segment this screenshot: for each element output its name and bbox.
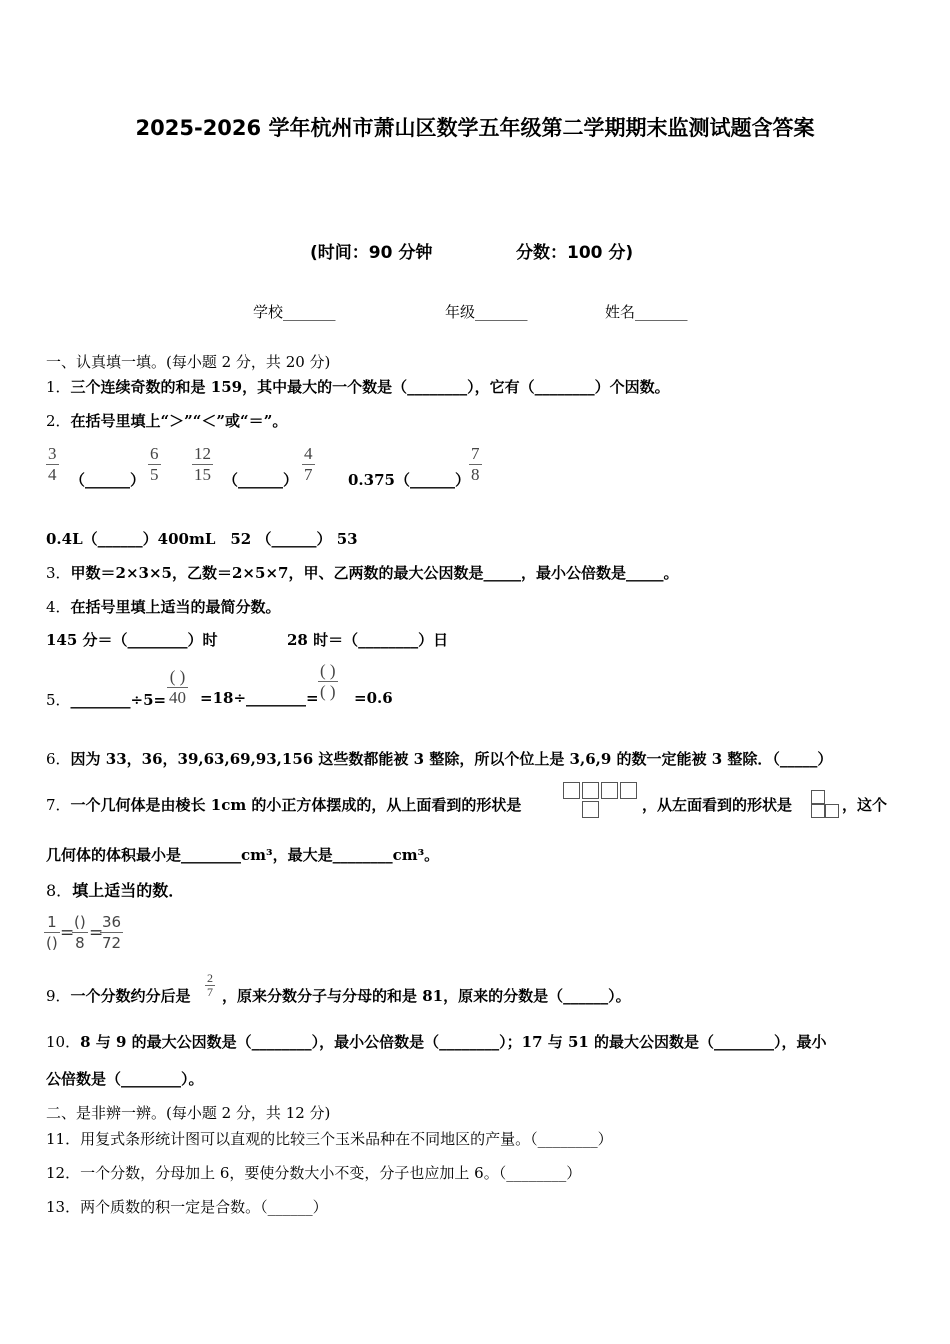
question-10 xyxy=(46,1031,827,1052)
fraction-4-7: $\frac{4}{7}$ xyxy=(304,444,313,484)
compare-blank: （______） xyxy=(223,471,299,489)
question-7-line-2: 几何体的体积最小是________cm³，最大是________cm³。 xyxy=(46,846,440,864)
fraction-2-7: $\frac{2}{7}$ xyxy=(207,971,213,999)
question-number: 1． xyxy=(46,378,71,396)
question-text: 因为 33，36，39,63,69,93,156 这些数都能被 3 整除，所以个位上是 3,6,9 的数一定能被 3 整除．（_____） xyxy=(70,750,833,768)
fraction-36-72: $\frac{36}{72}$ xyxy=(102,913,122,952)
question-number: 13． xyxy=(46,1198,81,1216)
question-number: 10． xyxy=(46,1033,81,1051)
question-text: 两个质数的积一定是合数。（______） xyxy=(80,1198,328,1216)
name-field: 姓名_______ xyxy=(605,303,688,321)
question-13 xyxy=(46,1196,328,1217)
fraction-blank-blank: ( ) ( ) xyxy=(320,661,336,701)
equals-sign: = xyxy=(60,923,75,943)
fraction-blank-8: () 8 xyxy=(74,913,86,952)
grade-field: 年级_______ xyxy=(445,303,528,321)
question-text: 在括号里填上“＞”“＜”或“＝”。 xyxy=(70,412,288,430)
question-7 xyxy=(46,794,521,815)
fraction-1-blank: 1 () xyxy=(46,913,58,952)
question-4b: 28 时＝（________）日 xyxy=(287,631,449,649)
question-number: 2． xyxy=(46,412,71,430)
question-2 xyxy=(46,410,287,431)
question-number: 11． xyxy=(46,1130,81,1148)
question-text: 三个连续奇数的和是 159，其中最大的一个数是（________），它有（________）个因数。 xyxy=(70,378,670,396)
question-text: 甲数＝2×3×5，乙数＝2×5×7，甲、乙两数的最大公因数是_____，最小公倍数是_____。 xyxy=(70,564,679,582)
fraction-7-8: $\frac{7}{8}$ xyxy=(471,444,480,484)
question-number: 12． xyxy=(46,1164,81,1182)
question-text: 填上适当的数． xyxy=(72,881,185,900)
question-3 xyxy=(46,562,678,583)
question-text: 用复式条形统计图可以直观的比较三个玉米品种在不同地区的产量。（________） xyxy=(80,1130,613,1148)
section-2-heading: 二、是非辨一辨。(每小题 2 分，共 12 分) xyxy=(46,1104,331,1122)
question-number: 7． xyxy=(46,796,71,814)
question-text: 一个几何体是由棱长 1cm 的小正方体摆成的，从上面看到的形状是 xyxy=(70,796,522,814)
compare-0375: 0.375（______） xyxy=(348,471,470,489)
question-12 xyxy=(46,1162,581,1183)
question-text: ，从左面看到的形状是 xyxy=(642,796,793,814)
page-title: 2025-2026 学年杭州市萧山区数学五年级第二学期期末监测试题含答案 xyxy=(135,116,815,140)
section-1-heading: 一、认真填一填。(每小题 2 分，共 20 分) xyxy=(46,353,331,371)
question-text: 8 与 9 的最大公因数是（________），最小公倍数是（________）；17 与 51 的最大公因数是（________），最小 xyxy=(80,1033,827,1051)
fraction-12-15: $\frac{12}{15}$ xyxy=(194,444,211,484)
question-number: 5． xyxy=(46,691,71,709)
fraction-blank-40: ( ) 40 xyxy=(169,667,186,707)
exam-time: (时间：90 分钟 xyxy=(310,243,433,263)
question-number: 9． xyxy=(46,987,71,1005)
question-text: 在括号里填上适当的最简分数。 xyxy=(70,598,281,616)
question-part: =18÷________= xyxy=(200,689,319,707)
question-number: 3． xyxy=(46,564,71,582)
question-text: ，原来分数分子与分母的和是 81，原来的分数是（______）。 xyxy=(222,987,631,1005)
question-text: 一个分数，分母加上 6，要使分数大小不变，分子也应加上 6。（________） xyxy=(80,1164,582,1182)
fraction-6-5: $\frac{6}{5}$ xyxy=(150,444,159,484)
question-11 xyxy=(46,1128,613,1149)
question-10-line-2: 公倍数是（________）。 xyxy=(46,1070,204,1088)
exam-score: 分数：100 分) xyxy=(516,243,634,263)
question-part: =0.6 xyxy=(354,689,393,707)
question-number: 4． xyxy=(46,598,71,616)
question-number: 8． xyxy=(46,881,73,900)
question-9 xyxy=(46,985,191,1006)
question-text: ，这个 xyxy=(842,796,888,814)
question-4 xyxy=(46,596,281,617)
school-field: 学校_______ xyxy=(253,303,336,321)
fraction-3-4: $\frac{3}{4}$ xyxy=(48,444,57,484)
question-part: ________÷5= xyxy=(70,691,167,709)
question-8 xyxy=(46,878,184,901)
question-1 xyxy=(46,376,670,397)
question-number: 6． xyxy=(46,750,71,768)
equals-sign: = xyxy=(89,923,104,943)
compare-blank: （______） xyxy=(70,471,146,489)
question-5 xyxy=(46,689,166,710)
question-text: 一个分数约分后是 xyxy=(70,987,191,1005)
question-6 xyxy=(46,748,832,769)
question-4a: 145 分＝（________）时 xyxy=(46,631,218,649)
compare-row-2: 0.4L（______）400mL 52 （______） 53 xyxy=(46,530,358,548)
